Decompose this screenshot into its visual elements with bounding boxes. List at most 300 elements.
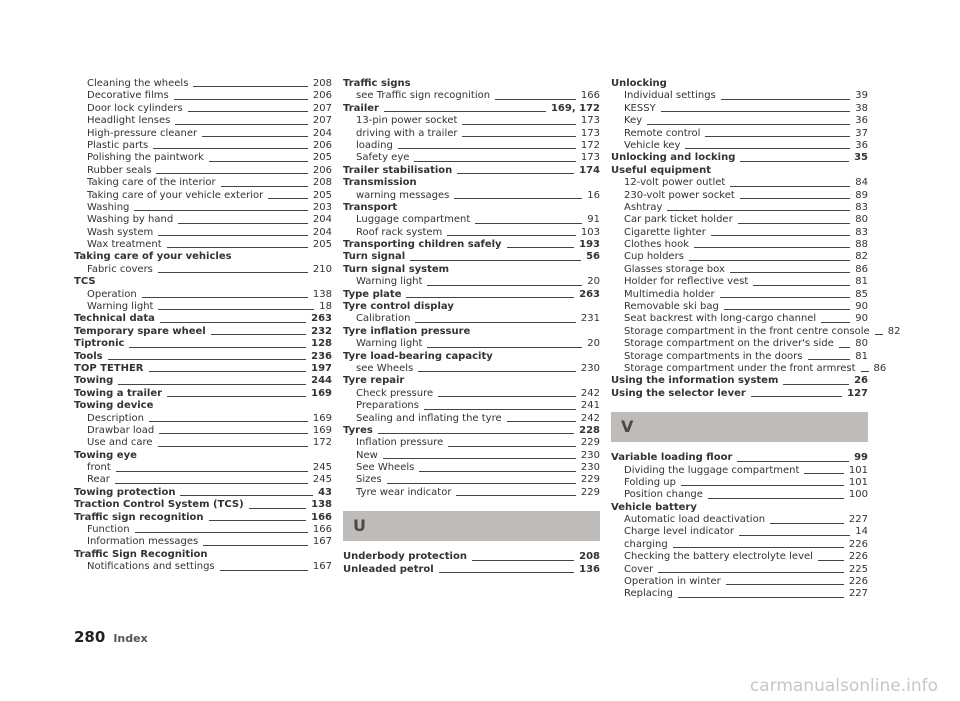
leader-line <box>673 547 844 548</box>
index-subentry <box>611 103 868 115</box>
page-reference: 230 <box>580 362 600 374</box>
page-reference: 166 <box>311 511 332 523</box>
entry-label: Preparations <box>356 400 419 412</box>
page-reference: 85 <box>855 288 868 300</box>
page-reference: 20 <box>587 276 600 288</box>
leader-line <box>861 371 869 372</box>
page-reference: 205 <box>312 189 332 201</box>
index-subentry <box>74 177 332 189</box>
page-reference: 193 <box>579 239 600 251</box>
page-reference: 56 <box>586 251 600 263</box>
index-subentry <box>611 276 868 288</box>
leader-line <box>167 247 308 248</box>
leader-line <box>129 347 306 348</box>
entry-label: Function <box>87 524 130 536</box>
index-subentry <box>611 514 868 526</box>
leader-line <box>211 334 306 335</box>
index-subentry <box>343 450 600 462</box>
page-reference: 39 <box>855 90 868 102</box>
page-reference: 208 <box>312 177 332 189</box>
entry-label: Temporary spare wheel <box>74 325 206 337</box>
entry-label: Fabric covers <box>87 263 153 275</box>
page-reference: 229 <box>580 437 600 449</box>
index-subentry <box>74 301 332 313</box>
leader-line <box>804 473 844 474</box>
index-subentry <box>611 115 868 127</box>
entry-label: Key <box>624 115 643 127</box>
page-reference: 82 <box>887 325 901 337</box>
index-entry <box>74 549 332 561</box>
page-reference: 91 <box>587 214 600 226</box>
leader-line <box>384 111 546 112</box>
index-subentry <box>343 413 600 425</box>
entry-label: driving with a trailer <box>356 127 458 139</box>
entry-label: Cover <box>624 563 654 575</box>
entry-label: Remote control <box>624 127 701 139</box>
entry-label: Safety eye <box>356 152 410 164</box>
entry-label: Tyre wear indicator <box>356 486 452 498</box>
leader-line <box>193 86 307 87</box>
entry-label: Tyre repair <box>343 375 405 387</box>
index-column-1 <box>74 78 332 574</box>
entry-label: loading <box>356 139 393 151</box>
index-entry <box>74 375 332 387</box>
page-reference: 136 <box>579 563 600 575</box>
entry-label: Type plate <box>343 288 402 300</box>
leader-line <box>159 433 308 434</box>
leader-line <box>740 161 849 162</box>
index-subentry <box>74 78 332 90</box>
entry-label: Replacing <box>624 588 673 600</box>
leader-line <box>415 322 575 323</box>
entry-label: Using the selector lever <box>611 387 746 399</box>
leader-line <box>167 396 306 397</box>
leader-line <box>249 508 306 509</box>
page-reference: 225 <box>848 563 868 575</box>
entry-label: Luggage compartment <box>356 214 471 226</box>
page-reference: 226 <box>848 576 868 588</box>
entry-label: Turn signal system <box>343 263 450 275</box>
leader-line <box>180 495 313 496</box>
leader-line <box>875 334 883 335</box>
index-entry <box>343 289 600 301</box>
page-reference: 43 <box>318 486 332 498</box>
index-subentry <box>74 239 332 251</box>
leader-line <box>406 297 574 298</box>
page-reference: 245 <box>312 462 332 474</box>
entry-label: Trailer <box>343 102 379 114</box>
index-entry <box>74 450 332 462</box>
entry-label: Tyres <box>343 424 373 436</box>
entry-label: Trailer stabilisation <box>343 164 453 176</box>
leader-line <box>158 446 308 447</box>
entry-label: Seat backrest with long-cargo channel <box>624 313 817 325</box>
entry-label: Taking care of the interior <box>87 177 216 189</box>
leader-line <box>158 272 308 273</box>
index-entry <box>611 502 868 514</box>
page-reference: 86 <box>873 362 887 374</box>
index-subentry <box>74 289 332 301</box>
leader-line <box>419 471 576 472</box>
index-subentry <box>74 152 332 164</box>
entry-label: TCS <box>74 276 96 288</box>
page-reference: 197 <box>311 362 332 374</box>
page-reference: 205 <box>312 152 332 164</box>
index-subentry <box>611 551 868 563</box>
entry-label: Washing by hand <box>87 214 174 226</box>
leader-line <box>454 198 582 199</box>
leader-line <box>740 198 851 199</box>
page-reference: 82 <box>855 251 868 263</box>
leader-line <box>188 111 308 112</box>
page-reference: 232 <box>311 325 332 337</box>
index-entry <box>74 338 332 350</box>
page-reference: 86 <box>855 263 868 275</box>
page-reference: 100 <box>848 489 868 501</box>
leader-line <box>414 161 576 162</box>
entry-label: Washing <box>87 201 130 213</box>
page-reference: 227 <box>848 588 868 600</box>
leader-line <box>720 297 851 298</box>
index-subentry <box>74 202 332 214</box>
page-reference: 204 <box>312 127 332 139</box>
page-number: 280 <box>74 628 106 646</box>
leader-line <box>424 409 576 410</box>
page-reference: 90 <box>855 301 868 313</box>
index-subentry <box>611 477 868 489</box>
page-reference: 207 <box>312 102 332 114</box>
index-entry <box>74 487 332 499</box>
leader-line <box>135 532 308 533</box>
page-reference: 35 <box>854 152 868 164</box>
leader-line <box>410 260 581 261</box>
entry-label: Turn signal <box>343 251 406 263</box>
index-column-3 <box>611 77 901 601</box>
page-reference: 206 <box>312 164 332 176</box>
page-reference: 101 <box>848 476 868 488</box>
leader-line <box>694 247 850 248</box>
entry-label: Tools <box>74 350 103 362</box>
page-reference: 38 <box>855 102 868 114</box>
leader-line <box>770 523 844 524</box>
entry-label: Towing protection <box>74 486 176 498</box>
entry-label: High-pressure cleaner <box>87 127 198 139</box>
entry-label: Wash system <box>87 226 154 238</box>
entry-label: Rear <box>87 474 110 486</box>
index-subentry <box>343 90 600 102</box>
index-entry <box>611 78 868 90</box>
leader-line <box>209 161 308 162</box>
index-entry <box>343 251 600 263</box>
page-reference: 236 <box>311 350 332 362</box>
entry-label: Ashtray <box>624 201 663 213</box>
index-subentry <box>74 462 332 474</box>
entry-label: warning messages <box>356 189 450 201</box>
index-entry <box>74 276 332 288</box>
page-reference: 101 <box>848 464 868 476</box>
index-entry <box>343 326 600 338</box>
page-reference: 172 <box>580 139 600 151</box>
entry-label: see Wheels <box>356 362 414 374</box>
page-reference: 174 <box>579 164 600 176</box>
entry-label: Traffic signs <box>343 77 411 89</box>
page-reference: 37 <box>855 127 868 139</box>
page-reference: 83 <box>855 226 868 238</box>
leader-line <box>737 461 849 462</box>
index-entry <box>343 239 600 251</box>
entry-label: Using the information system <box>611 375 779 387</box>
index-subentry <box>611 465 868 477</box>
leader-line <box>398 148 576 149</box>
index-subentry <box>611 301 868 313</box>
page-reference: 36 <box>855 139 868 151</box>
index-subentry <box>74 413 332 425</box>
leader-line <box>268 198 308 199</box>
index-subentry <box>74 561 332 573</box>
leader-line <box>118 384 306 385</box>
entry-label: Transporting children safely <box>343 239 502 251</box>
index-entry <box>74 313 332 325</box>
page-reference: 206 <box>312 90 332 102</box>
index-subentry <box>611 313 868 325</box>
entry-label: Drawbar load <box>87 424 155 436</box>
index-entry <box>343 202 600 214</box>
index-subentry <box>343 227 600 239</box>
entry-label: Dividing the luggage compartment <box>624 464 800 476</box>
entry-label: Rubber seals <box>87 164 152 176</box>
leader-line <box>705 136 850 137</box>
index-subentry <box>343 128 600 140</box>
leader-line <box>108 359 307 360</box>
leader-line <box>134 210 308 211</box>
index-subentry <box>611 539 868 551</box>
leader-line <box>658 572 844 573</box>
entry-label: Polishing the paintwork <box>87 152 204 164</box>
page-reference: 229 <box>580 474 600 486</box>
index-subentry <box>74 425 332 437</box>
page-reference: 173 <box>580 127 600 139</box>
leader-line <box>475 223 582 224</box>
index-entry <box>343 375 600 387</box>
index-subentry <box>343 214 600 226</box>
leader-line <box>456 495 575 496</box>
leader-line <box>739 535 850 536</box>
entry-label: Technical data <box>74 313 155 325</box>
index-subentry <box>611 214 868 226</box>
leader-line <box>202 136 308 137</box>
page-reference: 173 <box>580 152 600 164</box>
page-reference: 263 <box>311 313 332 325</box>
leader-line <box>495 99 576 100</box>
index-entry <box>611 152 868 164</box>
page-reference: 26 <box>854 375 868 387</box>
entry-label: Taking care of your vehicle exterior <box>87 189 264 201</box>
index-entry <box>74 499 332 511</box>
index-entry <box>611 375 868 387</box>
entry-label: Automatic load deactivation <box>624 514 766 526</box>
leader-line <box>221 186 308 187</box>
entry-label: Tyre inflation pressure <box>343 325 471 337</box>
page-reference: 99 <box>854 452 868 464</box>
leader-line <box>142 297 308 298</box>
index-subentry <box>343 115 600 127</box>
page-reference: 20 <box>587 338 600 350</box>
leader-line <box>507 421 576 422</box>
entry-label: Tiptronic <box>74 338 125 350</box>
leader-line <box>427 347 582 348</box>
index-subentry <box>611 177 868 189</box>
entry-label: New <box>356 449 378 461</box>
page-reference: 207 <box>312 115 332 127</box>
leader-line <box>160 322 306 323</box>
leader-line <box>507 247 575 248</box>
index-entry <box>343 264 600 276</box>
entry-label: Cup holders <box>624 251 684 263</box>
entry-label: See Wheels <box>356 462 415 474</box>
leader-line <box>149 421 308 422</box>
entry-label: 230-volt power socket <box>624 189 735 201</box>
index-subentry <box>74 227 332 239</box>
index-entry <box>343 103 600 115</box>
leader-line <box>462 136 575 137</box>
entry-label: Vehicle battery <box>611 501 697 513</box>
index-subentry <box>343 388 600 400</box>
page-reference: 204 <box>312 226 332 238</box>
entry-label: Variable loading floor <box>611 452 733 464</box>
page-reference: 80 <box>855 214 868 226</box>
entry-label: Storage compartment in the front centre console <box>624 325 870 337</box>
index-subentry <box>611 202 868 214</box>
page-reference: 228 <box>579 424 600 436</box>
entry-label: Charge level indicator <box>624 526 735 538</box>
page-reference: 166 <box>580 90 600 102</box>
page-reference: 226 <box>848 551 868 563</box>
index-subentry <box>343 338 600 350</box>
page-reference: 208 <box>312 77 332 89</box>
page-reference: 88 <box>855 239 868 251</box>
page-reference: 169 <box>312 424 332 436</box>
entry-label: Check pressure <box>356 387 434 399</box>
index-subentry <box>74 140 332 152</box>
entry-label: Position change <box>624 489 703 501</box>
entry-label: Cigarette lighter <box>624 226 706 238</box>
index-entry <box>74 512 332 524</box>
index-subentry <box>611 564 868 576</box>
leader-line <box>220 570 308 571</box>
entry-label: Folding up <box>624 476 676 488</box>
leader-line <box>158 235 308 236</box>
page-reference: 128 <box>311 338 332 350</box>
leader-line <box>448 446 576 447</box>
entry-label: 12-volt power outlet <box>624 177 726 189</box>
index-subentry <box>611 128 868 140</box>
page-reference: 84 <box>855 177 868 189</box>
page-reference: 169 <box>311 387 332 399</box>
index-subentry <box>611 227 868 239</box>
leader-line <box>685 148 850 149</box>
page-reference: 169 <box>312 412 332 424</box>
leader-line <box>158 309 314 310</box>
leader-line <box>178 223 308 224</box>
index-subentry <box>343 462 600 474</box>
index-subentry <box>74 536 332 548</box>
leader-line <box>203 545 308 546</box>
page-reference: 36 <box>855 115 868 127</box>
index-subentry <box>74 437 332 449</box>
leader-line <box>839 347 850 348</box>
page-reference: 14 <box>855 526 868 538</box>
page-reference: 208 <box>579 551 600 563</box>
page-footer <box>74 628 148 646</box>
index-subentry <box>611 289 868 301</box>
entry-label: Calibration <box>356 313 411 325</box>
page-reference: 89 <box>855 189 868 201</box>
entry-label: Warning light <box>356 276 423 288</box>
index-subentry <box>611 90 868 102</box>
index-entry <box>74 400 332 412</box>
entry-label: Wax treatment <box>87 239 162 251</box>
index-subentry <box>74 115 332 127</box>
entry-label: Information messages <box>87 536 199 548</box>
entry-label: Notifications and settings <box>87 561 215 573</box>
index-subentry <box>343 313 600 325</box>
index-entry <box>343 425 600 437</box>
index-subentry <box>611 325 901 338</box>
entry-label: Holder for reflective vest <box>624 276 749 288</box>
page-reference: 245 <box>312 474 332 486</box>
entry-label: Description <box>87 412 144 424</box>
leader-line <box>721 99 851 100</box>
entry-label: Clothes hook <box>624 239 690 251</box>
entry-label: Storage compartment under the front armrest <box>624 362 856 374</box>
entry-label: Car park ticket holder <box>624 214 733 226</box>
index-entry <box>74 351 332 363</box>
section-label: Index <box>113 632 148 645</box>
leader-line <box>689 260 850 261</box>
index-subentry <box>343 152 600 164</box>
index-subentry <box>343 487 600 499</box>
entry-label: Checking the battery electrolyte level <box>624 551 813 563</box>
entry-label: Unlocking <box>611 77 667 89</box>
leader-line <box>681 485 844 486</box>
leader-line <box>821 322 850 323</box>
index-entry <box>343 351 600 363</box>
index-subentry <box>343 475 600 487</box>
page-reference: 172 <box>312 437 332 449</box>
index-subentry <box>611 489 868 501</box>
index-subentry <box>611 338 868 350</box>
leader-line <box>439 572 574 573</box>
page-reference: 80 <box>855 338 868 350</box>
index-subentry <box>611 264 868 276</box>
entry-label: TOP TETHER <box>74 362 144 374</box>
index-subentry <box>611 362 887 375</box>
entry-label: Use and care <box>87 437 153 449</box>
leader-line <box>427 285 582 286</box>
entry-label: Multimedia holder <box>624 288 715 300</box>
page-reference: 167 <box>312 536 332 548</box>
entry-label: Towing <box>74 375 114 387</box>
page-reference: 173 <box>580 115 600 127</box>
leader-line <box>724 309 850 310</box>
leader-line <box>661 111 851 112</box>
entry-label: Individual settings <box>624 90 716 102</box>
leader-line <box>753 285 850 286</box>
index-subentry <box>343 190 600 202</box>
page-reference: 204 <box>312 214 332 226</box>
entry-label: front <box>87 462 111 474</box>
entry-label: Useful equipment <box>611 164 711 176</box>
